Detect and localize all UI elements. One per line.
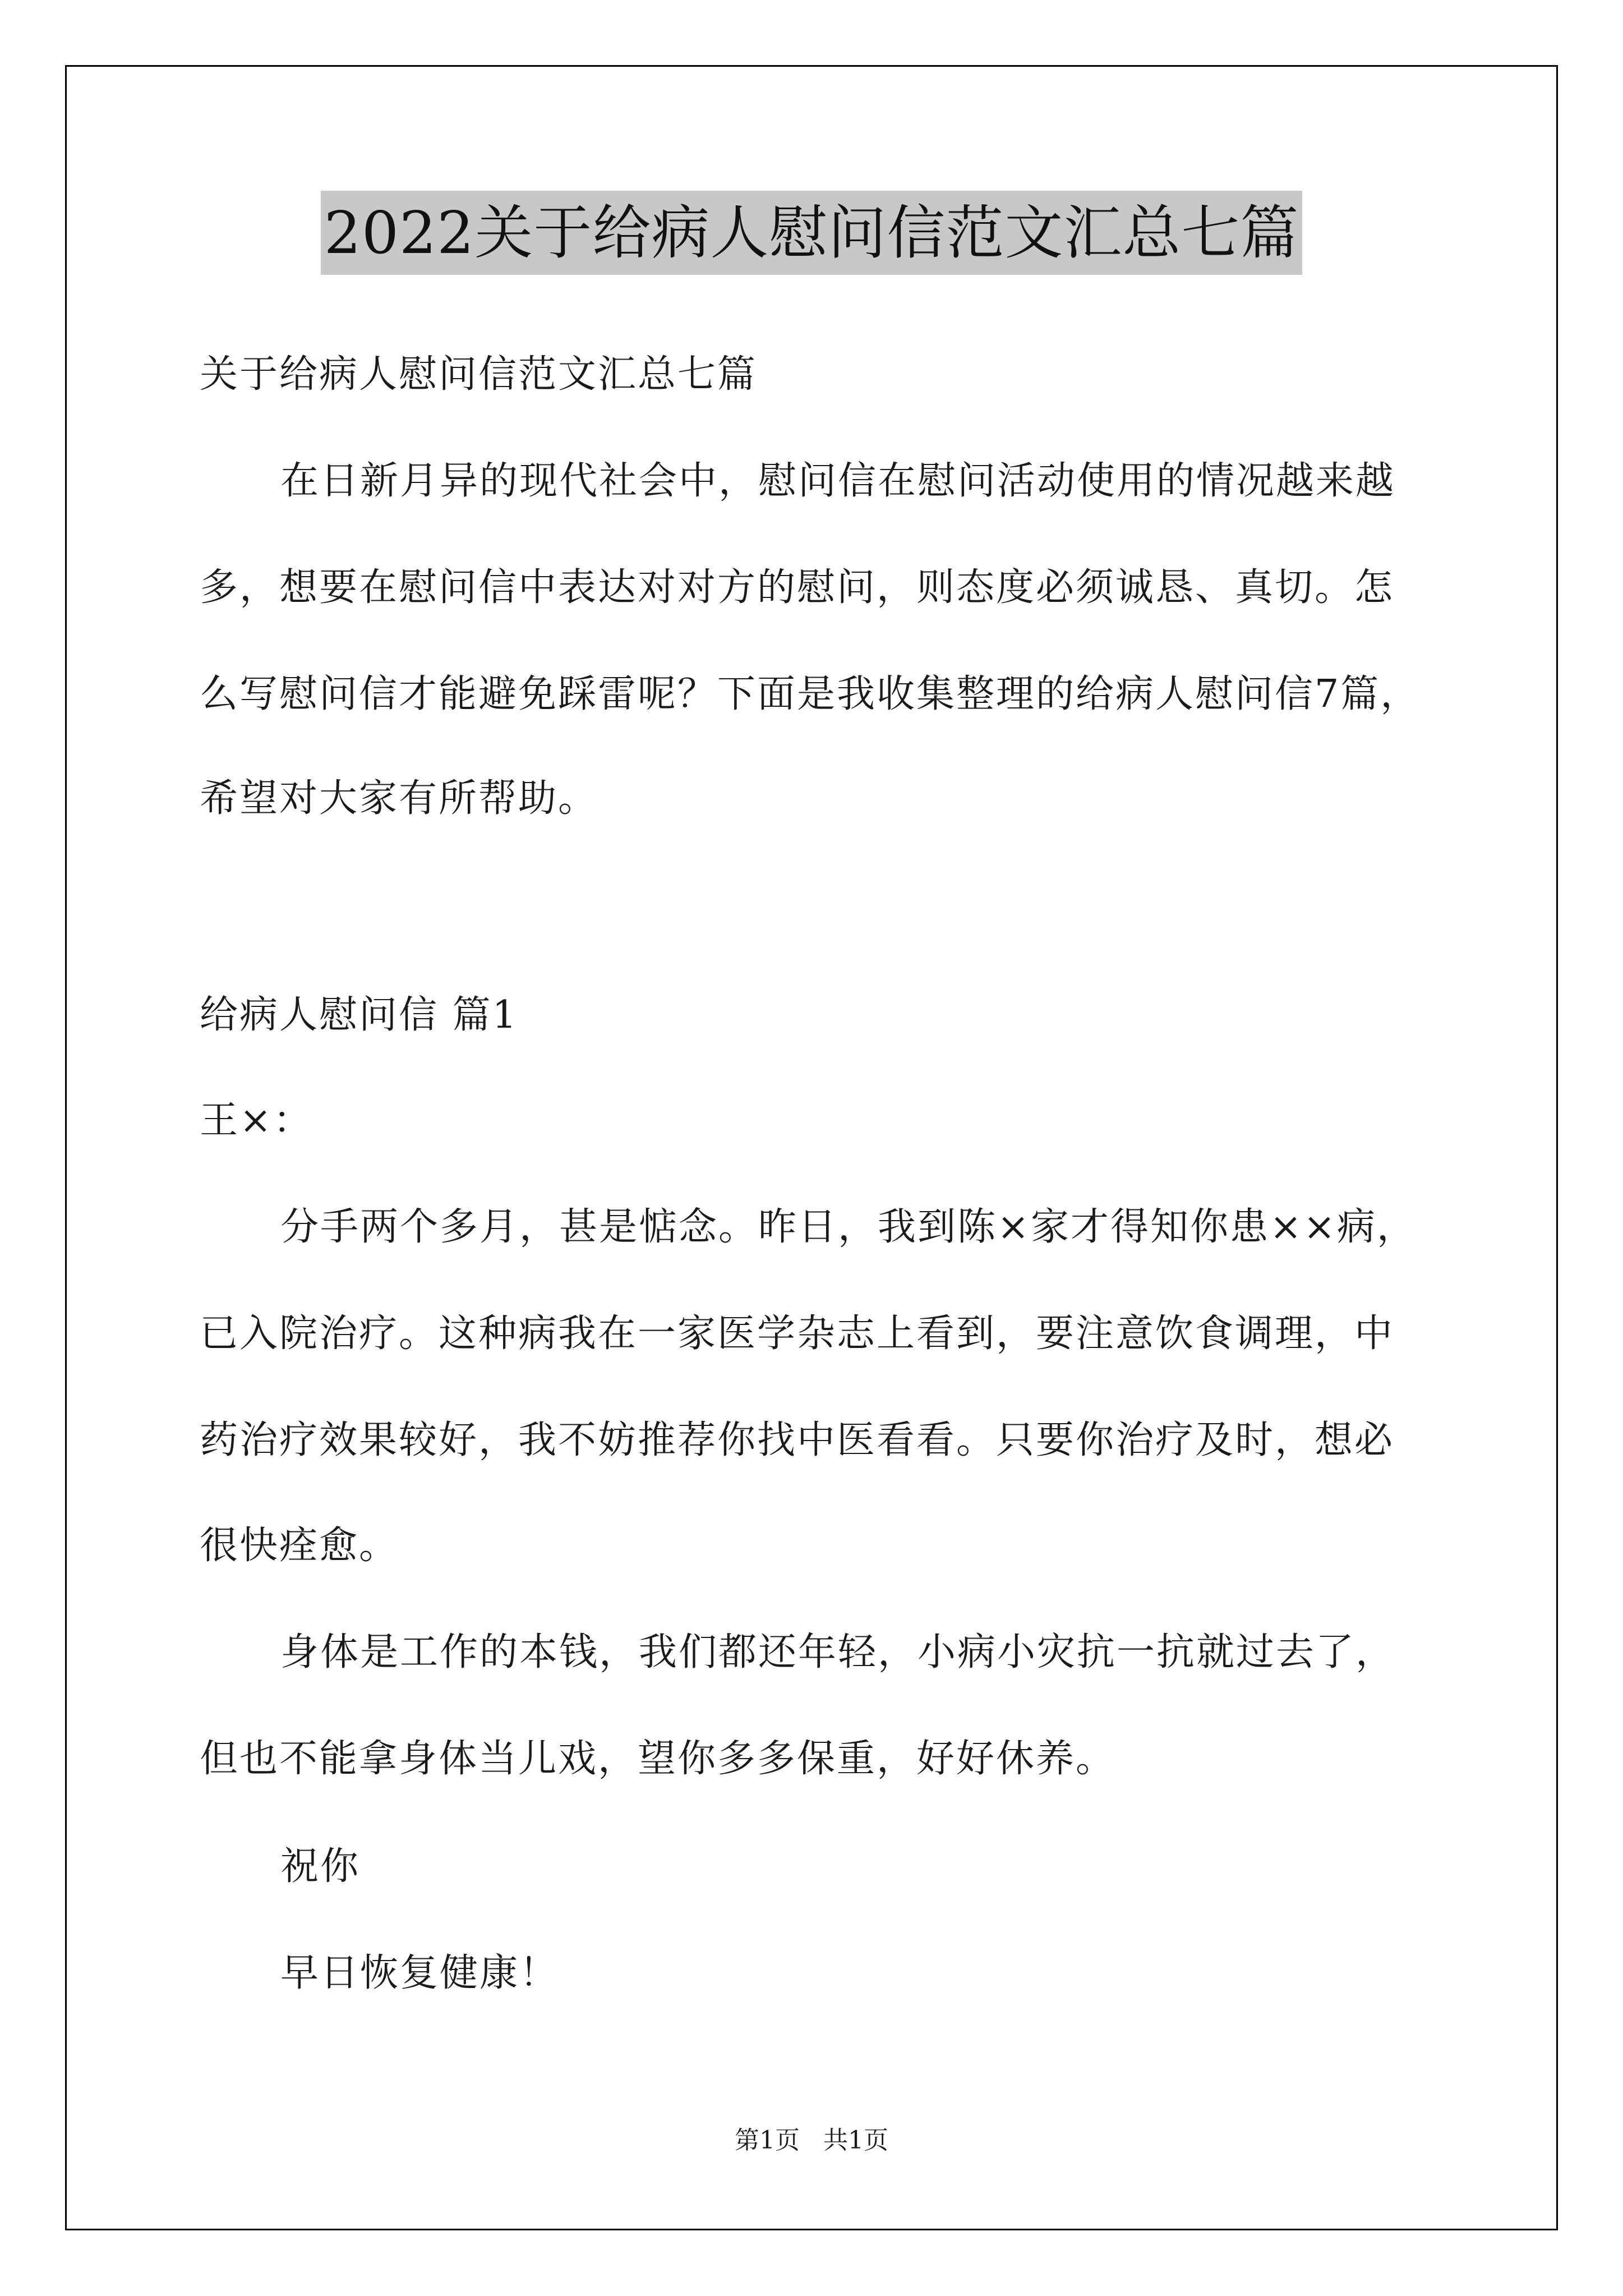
page-footer: 第1页 共1页 [735,2126,888,2155]
para1-line-2: 已入院治疗。这种病我在一家医学杂志上看到，要注意饮食调理，中 [200,1312,1395,1356]
para1-line-4: 很快痊愈。 [200,1524,399,1568]
para1-line-3: 药治疗效果较好，我不妨推荐你找中医看看。只要你治疗及时，想必 [200,1418,1395,1462]
intro-line-1: 在日新月异的现代社会中，慰问信在慰问活动使用的情况越来越 [280,459,1396,503]
subtitle: 关于给病人慰问信范文汇总七篇 [200,352,758,397]
title-container [0,191,1623,275]
section-heading: 给病人慰问信 篇1 [200,993,518,1037]
intro-line-3: 么写慰问信才能避免踩雷呢？下面是我收集整理的给病人慰问信7篇， [200,672,1421,716]
intro-line-2: 多，想要在慰问信中表达对对方的慰问，则态度必须诚恳、真切。怎 [200,565,1395,610]
para2-line-2: 但也不能拿身体当儿戏，望你多多保重，好好休养。 [200,1737,1116,1781]
para1-line-1: 分手两个多月，甚是惦念。昨日，我到陈×家才得知你患××病， [280,1205,1417,1249]
closing-line-2: 早日恢复健康！ [280,1951,560,1995]
document-title: 2022关于给病人慰问信范文汇总七篇 [321,191,1303,275]
para2-line-1: 身体是工作的本钱，我们都还年轻，小病小灾抗一抗就过去了， [280,1630,1396,1674]
intro-line-4: 希望对大家有所帮助。 [200,776,598,821]
closing-line-1: 祝你 [280,1844,361,1889]
salutation: 王×： [200,1098,313,1143]
